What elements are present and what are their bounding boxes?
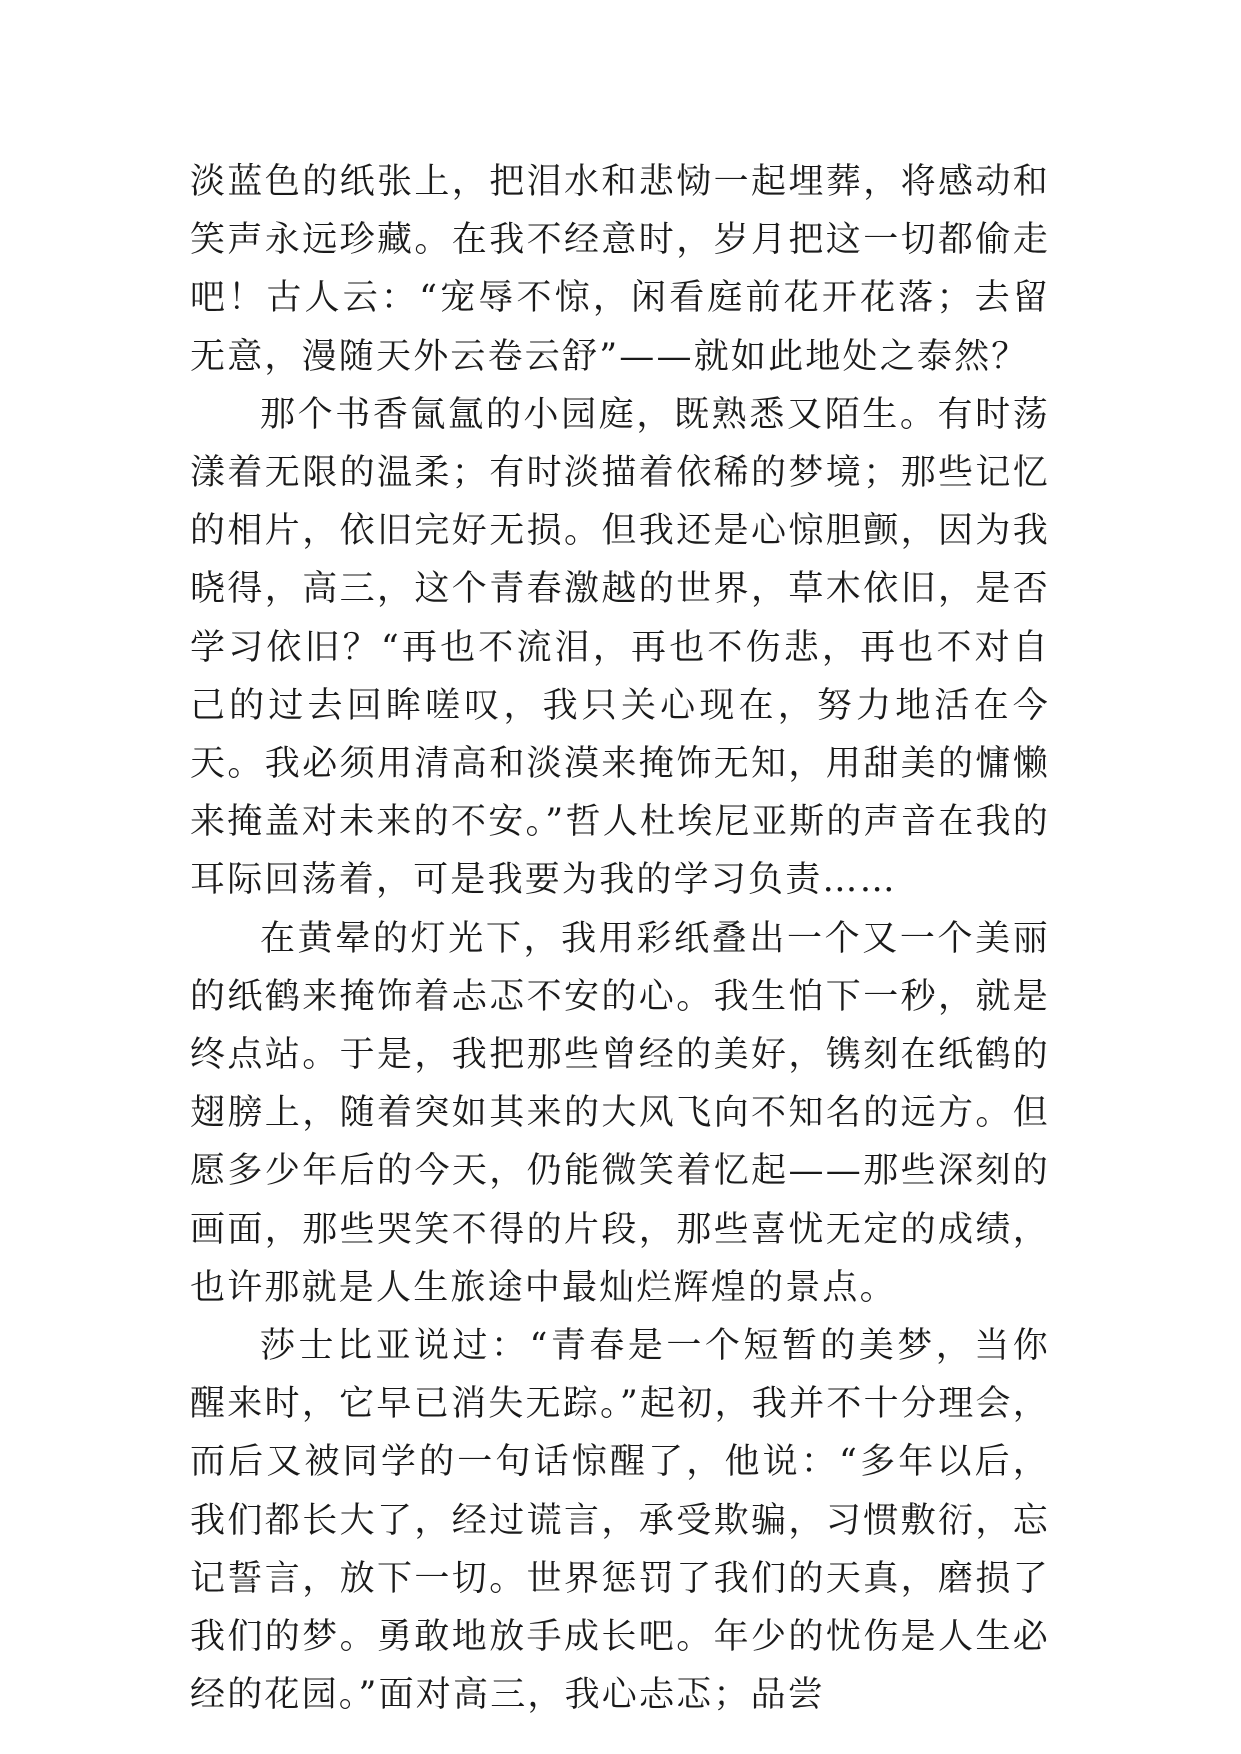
paragraph-2: 那个书香氤氲的小园庭，既熟悉又陌生。有时荡漾着无限的温柔；有时淡描着依稀的梦境；那些记忆的相片，依旧完好无损。但我还是心惊胆颤，因为我晓得，高三，这个青春激越的世界，草木依旧，是否学习依旧？“再也不流泪，再也不伤悲，再也不对自己的过去回眸嗟叹，我只关心现在，努力地活在今天。我必须用清高和淡漠来掩饰无知，用甜美的慵懒来掩盖对未来的不安。”哲人杜埃尼亚斯的声音在我的耳际回荡着，可是我要为我的学习负责…… xyxy=(190,394,1050,901)
paragraph-3: 在黄晕的灯光下，我用彩纸叠出一个又一个美丽的纸鹤来掩饰着忐忑不安的心。我生怕下一秒，就是终点站。于是，我把那些曾经的美好，镌刻在纸鹤的翅膀上，随着突如其来的大风飞向不知名的远方。但愿多少年后的今天，仍能微笑着忆起——那些深刻的画面，那些哭笑不得的片段，那些喜忧无定的成绩，也许那就是人生旅途中最灿烂辉煌的景点。 xyxy=(190,918,1050,1308)
body-text xyxy=(190,153,1050,1724)
paragraph-1: 淡蓝色的纸张上，把泪水和悲恸一起埋葬，将感动和笑声永远珍藏。在我不经意时，岁月把这一切都偷走吧！古人云：“宠辱不惊，闲看庭前花开花落；去留无意，漫随天外云卷云舒”——就如此地处之泰然？ xyxy=(190,162,1050,377)
paragraph-4: 莎士比亚说过：“青春是一个短暂的美梦，当你醒来时，它早已消失无踪。”起初，我并不十分理会，而后又被同学的一句话惊醒了，他说：“多年以后，我们都长大了，经过谎言，承受欺骗，习惯敷衍，忘记誓言，放下一切。世界惩罚了我们的天真，磨损了我们的梦。勇敢地放手成长吧。年少的忧伤是人生必经的花园。”面对高三，我心忐忑；品尝 xyxy=(190,1326,1050,1716)
